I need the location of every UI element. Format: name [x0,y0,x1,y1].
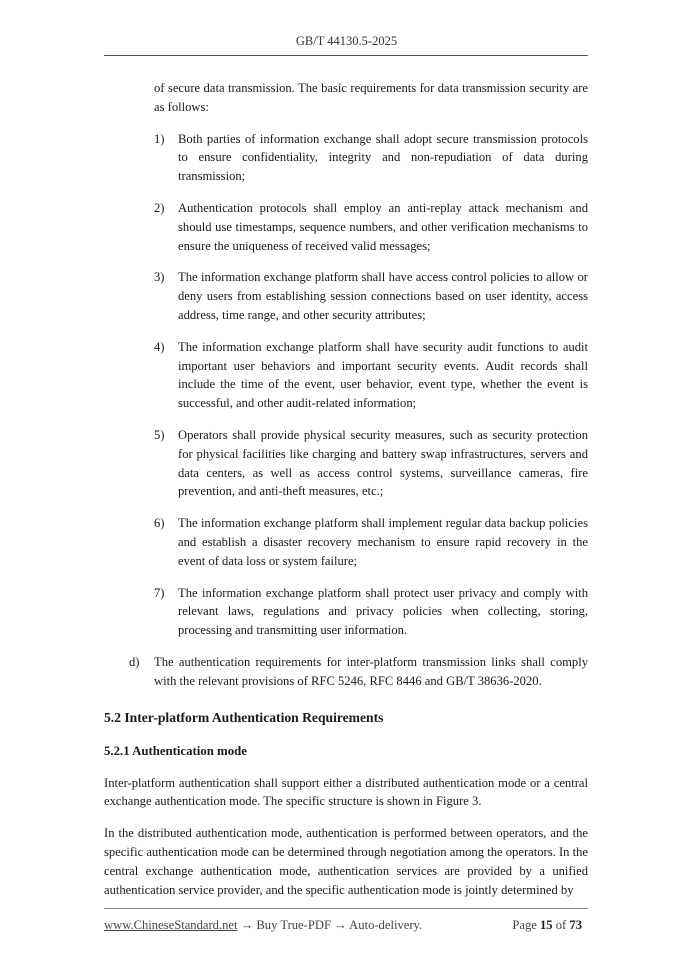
site-link[interactable]: www.ChineseStandard.net [104,918,238,932]
buy-text: Buy True-PDF [256,918,331,932]
subsection-heading: 5.2.1 Authentication mode [104,743,247,758]
list-text: The information exchange platform shall implement regular data backup policies and establish a disaster recovery mechanism to ensure rapid recovery in the event of data loss or system failure; [178,516,588,568]
list-text: The information exchange platform shall have access control policies to allow or deny users from establishing session connections based on user identity, access address, time range, and other security attributes; [178,270,588,322]
page-header [0,34,693,49]
list-number: 3) [154,270,165,285]
page-indicator [512,918,582,933]
list-item-4 [104,338,588,413]
delivery-text: Auto-delivery. [349,918,423,932]
list-text: Operators shall provide physical security measures, such as security protection for physical facilities like charging and battery swap infrastructures, servers and data centers, as well as access control systems, surveillance cameras, fire prevention, and anti-theft measures, etc.; [178,427,588,499]
arrow-icon: → [240,918,254,932]
page-total: 73 [569,918,582,932]
list-text: Both parties of information exchange shall adopt secure transmission protocols to ensure confidentiality, integrity and non-repudiation of data during transmission; [178,131,588,184]
section-heading: 5.2 Inter-platform Authentication Requirements [104,709,384,725]
list-number: 7) [154,585,165,600]
of-label: of [555,918,567,932]
list-number: 2) [154,200,165,215]
page-label: Page [512,918,537,932]
footer-divider [104,908,588,909]
body-paragraph-1: Inter-platform authentication shall support either a distributed authentication mode or a central exchange authentication mode. The specific structure is shown in Figure 3. [104,775,588,809]
list-number: 4) [154,339,165,354]
list-number: 6) [154,516,165,531]
page-footer [104,918,588,933]
list-number: 5) [154,427,165,442]
list-text: The authentication requirements for inter-platform transmission links shall comply with the relevant provisions of RFC 5246, RFC 8446 and GB/T 38636-2020. [154,654,588,688]
arrow-icon: → [334,918,347,932]
lead-paragraph: of secure data transmission. The basic requirements for data transmission security are as follows: [154,81,588,114]
standard-number: GB/T 44130.5-2025 [295,34,398,48]
list-item-7 [104,584,588,640]
list-item-5 [104,426,588,501]
list-item-1 [104,130,588,186]
body-paragraph-2: In the distributed authentication mode, authentication is performed between operators, and the specific authentication mode can be determined through negotiation among the operators. In the central exchange authentication mode, authentication services are provided by a unified authentication service provider, and the specific authentication mode is jointly determined by [104,826,588,897]
list-text: The information exchange platform shall protect user privacy and comply with relevant laws, regulations and privacy policies when collecting, storing, processing and transmitting user information. [178,585,588,638]
list-item-6 [104,514,588,570]
page-number: 15 [540,918,553,932]
list-item-3 [104,268,588,324]
list-text: The information exchange platform shall have security audit functions to audit important user behaviors and important security events. Audit records shall include the time of the event, user behavior, event type, whether the event is successful, and other audit-related information; [178,339,588,411]
list-text: Authentication protocols shall employ an anti-replay attack mechanism and should use timestamps, sequence numbers, and other verification mechanisms to ensure the uniqueness of received valid messages; [178,200,588,253]
list-item-d [104,653,588,691]
header-divider [104,55,588,56]
list-item-2 [104,199,588,255]
list-letter: d) [129,654,140,669]
list-number: 1) [154,131,165,146]
page-content [104,79,588,899]
